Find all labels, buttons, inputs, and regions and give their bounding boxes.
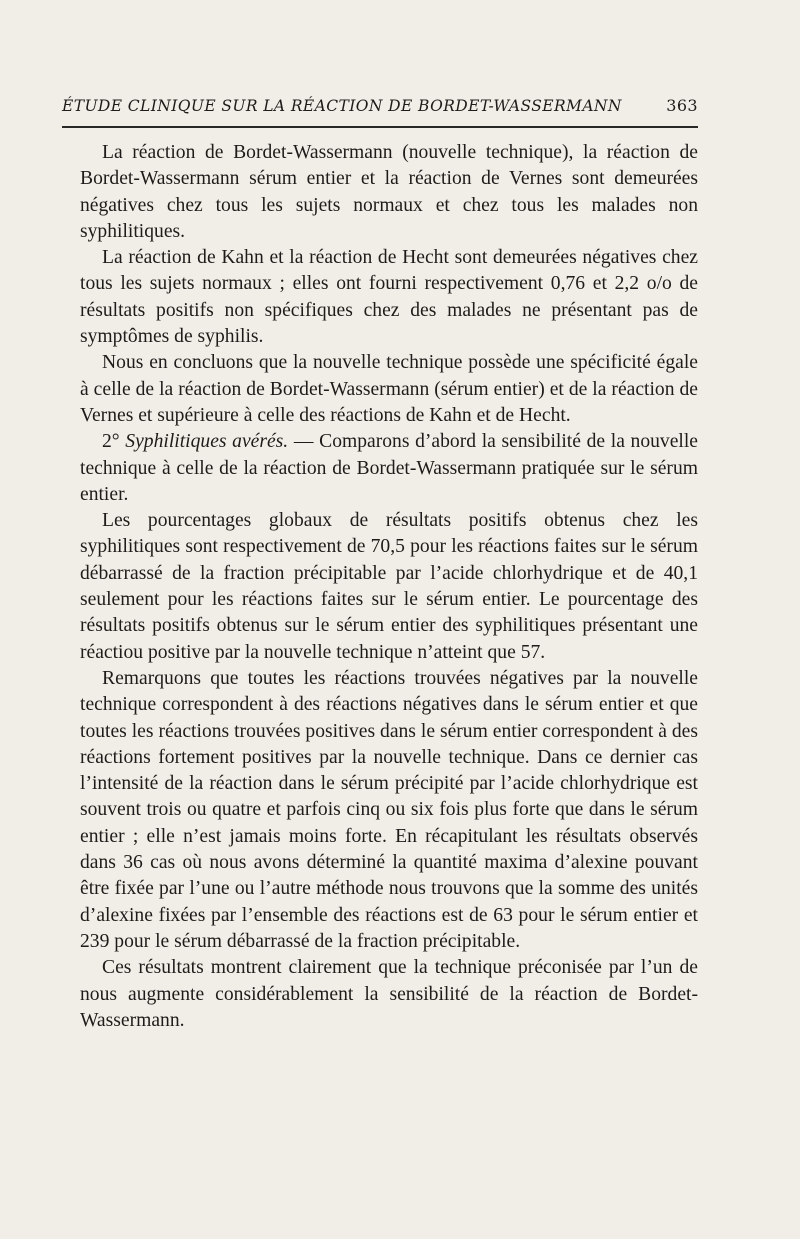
- header-rule: [62, 126, 698, 128]
- paragraph-4-text: — Comparons d’abord la sensibilité de la nouvelle technique à celle de la réaction de Bordet-Wassermann pratiquée sur le sérum entier.: [80, 431, 699, 505]
- section-number: 2°: [102, 431, 120, 453]
- body-text: [80, 140, 698, 1034]
- section-heading: Syphilitiques avérés.: [125, 431, 289, 453]
- page-number: 363: [666, 96, 698, 115]
- paragraph-1: La réaction de Bordet-Wassermann (nouvelle technique), la réaction de Bordet-Wassermann sérum entier et la réaction de Vernes sont demeurées négatives chez tous les sujets normaux et chez tous les malades non syphilitiques.: [80, 142, 698, 242]
- paragraph-3: Nous en concluons que la nouvelle technique possède une spécificité égale à celle de la réaction de Bordet-Wassermann (sérum entier) et de la réaction de Vernes et supérieure à celle des réactions de Kahn et de Hecht.: [80, 352, 698, 426]
- paragraph-5: Les pourcentages globaux de résultats positifs obtenus chez les syphilitiques sont respectivement de 70,5 pour les réactions faites sur le sérum débarrassé de la fraction précipitable par l’acide chlorhydrique et de 40,1 seulement pour les réactions faites sur le sérum entier. Le pourcentage des résultats positifs obtenus sur le sérum entier des syphilitiques présentant une réactiou positive par la nouvelle technique n’atteint que 57.: [80, 510, 698, 663]
- paragraph-2: La réaction de Kahn et la réaction de Hecht sont demeurées négatives chez tous les sujets normaux ; elles ont fourni respectivement 0,76 et 2,2 o/o de résultats positifs non spécifiques chez des malades ne présentant pas de symptômes de syphilis.: [80, 247, 698, 348]
- paragraph-6: Remarquons que toutes les réactions trouvées négatives par la nouvelle technique correspondent à des réactions négatives dans le sérum entier et que toutes les réactions trouvées positives dans le sérum entier correspondent à des réactions fortement positives par la nouvelle technique. Dans ce dernier cas l’intensité de la réaction dans le sérum précipité par l’acide chlorhydrique est souvent trois ou quatre et parfois cinq ou six fois plus forte que dans le sérum entier ; elle n’est jamais moins forte. En récapitulant les résultats observés dans 36 cas où nous avons déterminé la quantité maxima d’alexine pouvant être fixée par l’une ou l’autre méthode nous trouvons que la somme des unités d’alexine fixées par l’ensemble des réactions est de 63 pour le sérum entier et 239 pour le sérum débarrassé de la fraction précipitable.: [80, 667, 698, 952]
- paragraph-4: [80, 429, 698, 508]
- paragraph-7: Ces résultats montrent clairement que la technique préconisée par l’un de nous augmente considérablement la sensibilité de la réaction de Bordet-Wassermann.: [80, 957, 698, 1031]
- running-title: ÉTUDE CLINIQUE SUR LA RÉACTION DE BORDET-WASSERMANN: [62, 97, 622, 115]
